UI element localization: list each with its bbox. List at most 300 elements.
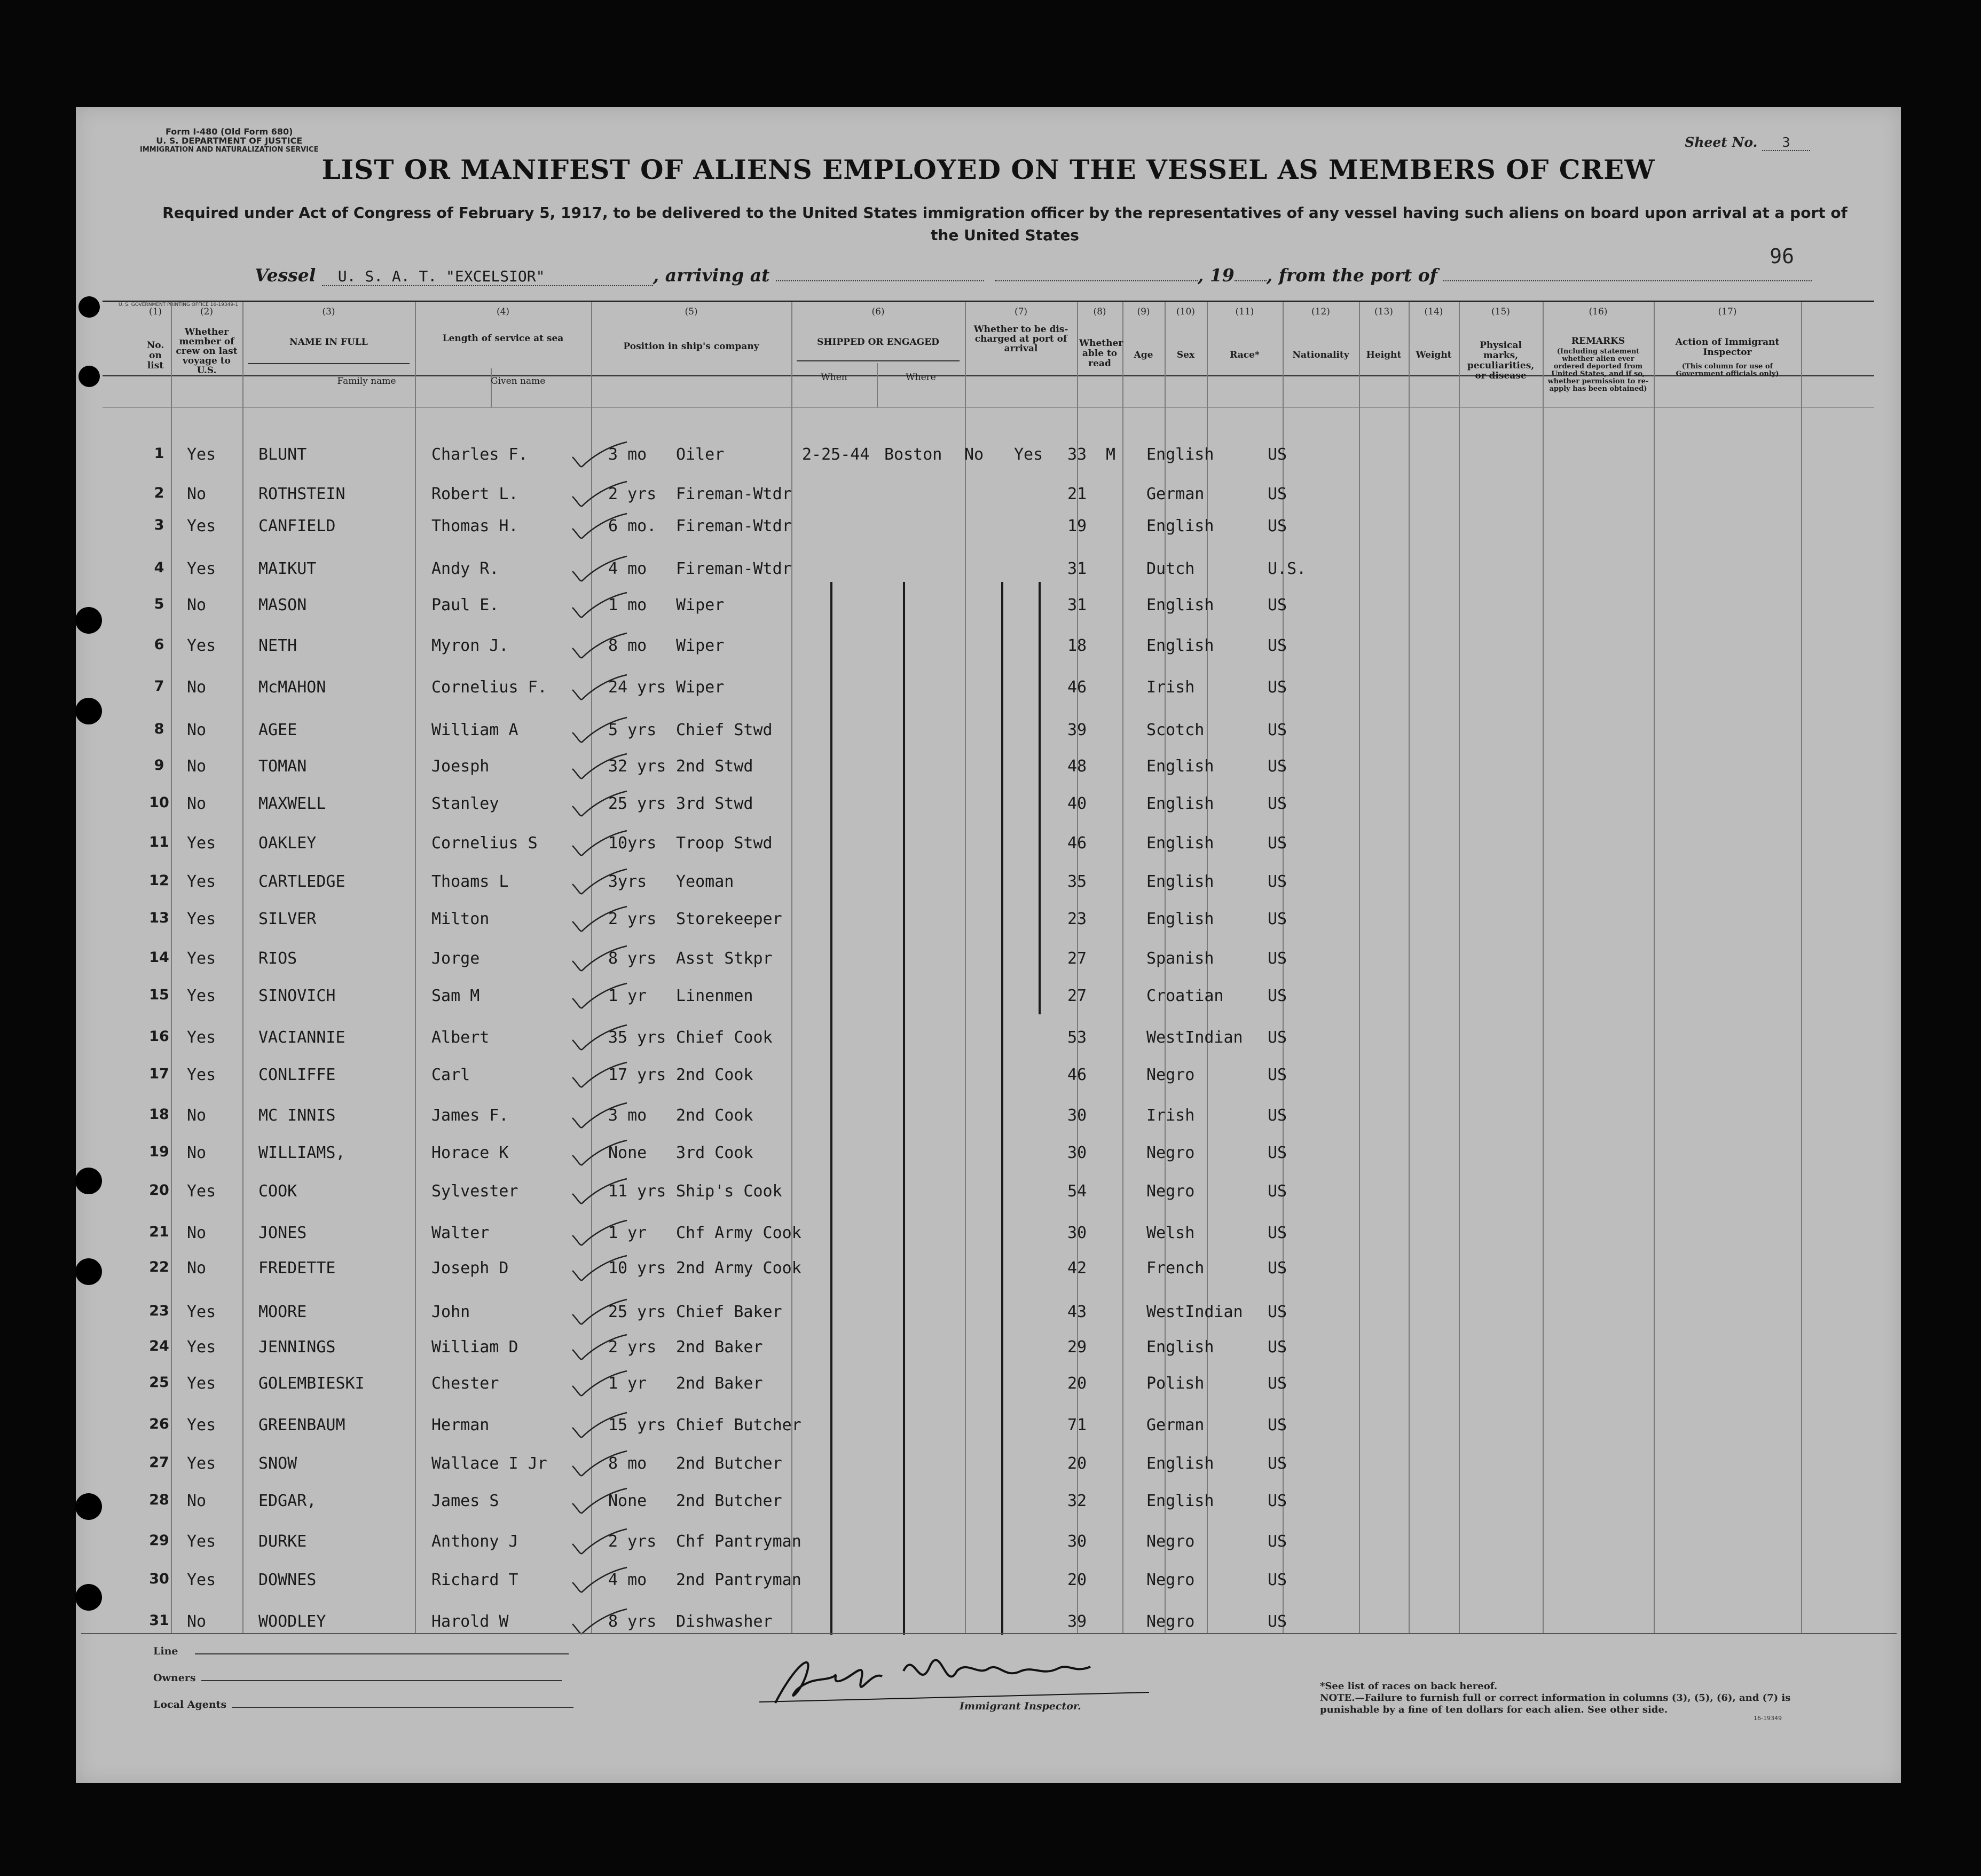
- row-number: 3: [154, 517, 164, 533]
- check-mark-icon: [570, 1024, 629, 1056]
- cell-member: Yes: [187, 872, 216, 891]
- column-divider: [171, 302, 172, 1633]
- cell-nationality: US: [1268, 1416, 1287, 1434]
- cell-age: 33: [1067, 445, 1087, 464]
- punch-hole: [75, 1584, 102, 1611]
- column-divider: [1122, 302, 1123, 1633]
- column-number: (5): [685, 306, 698, 317]
- cell-family: CONLIFFE: [258, 1066, 336, 1084]
- header-given-name: Given name: [491, 376, 546, 387]
- cell-family: FREDETTE: [258, 1259, 336, 1278]
- check-mark-icon: [570, 1566, 629, 1598]
- cell-length: 4 mo: [608, 559, 647, 578]
- inspector-signature: [743, 1639, 1160, 1714]
- subcolumn-divider: [491, 368, 492, 407]
- cell-position: Oiler: [676, 445, 725, 464]
- department-name: U. S. DEPARTMENT OF JUSTICE: [156, 136, 303, 146]
- cell-given: James S: [431, 1492, 499, 1510]
- cell-given: William A: [431, 721, 518, 739]
- cell-given: Albert: [431, 1028, 490, 1047]
- cell-position: Chief Butcher: [676, 1416, 801, 1434]
- check-mark-icon: [570, 830, 629, 862]
- cell-given: Horace K: [431, 1144, 509, 1162]
- header-shipped-engaged: SHIPPED OR ENGAGED: [817, 337, 939, 348]
- cell-given: Robert L.: [431, 485, 518, 503]
- cell-family: RIOS: [258, 949, 297, 968]
- cell-nationality: US: [1268, 596, 1287, 614]
- cell-given: Carl: [431, 1066, 470, 1084]
- cell-given: Jorge: [431, 949, 480, 968]
- cell-length: 3yrs: [608, 872, 647, 891]
- cell-position: Chief Baker: [676, 1303, 782, 1321]
- inspector-label: Immigrant Inspector.: [960, 1700, 1081, 1712]
- vessel-name: U. S. A. T. "EXCELSIOR": [322, 267, 653, 286]
- cell-age: 30: [1067, 1106, 1087, 1125]
- cell-position: Chief Stwd: [676, 721, 773, 739]
- cell-given: Chester: [431, 1374, 499, 1393]
- cell-given: Harold W: [431, 1612, 509, 1631]
- cell-position: 3rd Stwd: [676, 794, 753, 813]
- cell-age: 29: [1067, 1338, 1087, 1357]
- check-mark-icon: [570, 1061, 629, 1093]
- cell-member: No: [187, 721, 207, 739]
- row-number: 9: [154, 757, 164, 774]
- check-mark-icon: [570, 905, 629, 937]
- cell-family: McMAHON: [258, 678, 326, 697]
- cell-position: 2nd Army Cook: [676, 1259, 801, 1278]
- cell-given: Sylvester: [431, 1182, 518, 1201]
- cell-member: Yes: [187, 636, 216, 655]
- column-number: (7): [1014, 306, 1028, 317]
- row-number: 26: [149, 1416, 169, 1432]
- cell-race: English: [1146, 872, 1214, 891]
- header-discharged: Whether to be dis-charged at port of arrival: [973, 324, 1068, 354]
- row-number: 16: [149, 1028, 169, 1045]
- header-able-to-read: Whether able to read: [1079, 338, 1123, 369]
- check-mark-icon: [570, 1608, 629, 1640]
- cell-member: Yes: [187, 1303, 216, 1321]
- cell-family: SNOW: [258, 1454, 297, 1473]
- cell-age: 42: [1067, 1259, 1087, 1278]
- column-number: (15): [1491, 306, 1510, 317]
- check-mark-icon: [570, 716, 629, 748]
- cell-nationality: US: [1268, 1106, 1287, 1125]
- cell-family: GREENBAUM: [258, 1416, 345, 1434]
- note-races: *See list of races on back hereof.: [1320, 1681, 1498, 1692]
- cell-length: 11 yrs: [608, 1182, 666, 1201]
- header-where: Where: [906, 372, 936, 383]
- cell-given: James F.: [431, 1106, 509, 1125]
- header-height: Height: [1366, 350, 1402, 360]
- rows-top-rule: [103, 407, 1874, 408]
- check-mark-icon: [570, 1412, 629, 1444]
- header-member-last-voyage: Whether member of crew on last voyage to U.S.: [176, 327, 238, 376]
- cell-position: Yeoman: [676, 872, 734, 891]
- cell-given: John: [431, 1303, 470, 1321]
- cell-race: German: [1146, 1416, 1205, 1434]
- cell-nationality: US: [1268, 1259, 1287, 1278]
- cell-given: Paul E.: [431, 596, 499, 614]
- cell-family: SILVER: [258, 910, 317, 928]
- cell-position: 2nd Butcher: [676, 1492, 782, 1510]
- line-field: [153, 1645, 569, 1657]
- cell-length: 3 mo: [608, 445, 647, 464]
- form-identifier: [140, 127, 318, 154]
- cell-race: English: [1146, 1454, 1214, 1473]
- cell-nationality: US: [1268, 987, 1287, 1005]
- cell-age: 46: [1067, 678, 1087, 697]
- header-age: Age: [1134, 350, 1153, 360]
- table-bottom-rule: [81, 1633, 1897, 1634]
- cell-family: JENNINGS: [258, 1338, 336, 1357]
- cell-length: 1 yr: [608, 1224, 647, 1242]
- cell-family: TOMAN: [258, 757, 307, 776]
- cell-given: Stanley: [431, 794, 499, 813]
- cell-race: Negro: [1146, 1532, 1195, 1551]
- page-number: 96: [1770, 245, 1794, 268]
- subcolumn-divider: [877, 363, 878, 407]
- cell-discharged: No: [964, 445, 984, 464]
- cell-given: Andy R.: [431, 559, 499, 578]
- cell-length: 10yrs: [608, 834, 657, 853]
- page-title: LIST OR MANIFEST OF ALIENS EMPLOYED ON THE VESSEL AS MEMBERS OF CREW: [321, 154, 1655, 185]
- cell-age: 30: [1067, 1144, 1087, 1162]
- header-name-in-full: NAME IN FULL: [289, 337, 368, 348]
- cell-member: Yes: [187, 1374, 216, 1393]
- cell-age: 39: [1067, 721, 1087, 739]
- cell-age: 46: [1067, 834, 1087, 853]
- cell-member: No: [187, 794, 207, 813]
- cell-member: Yes: [187, 1182, 216, 1201]
- cell-race: English: [1146, 517, 1214, 535]
- cell-race: English: [1146, 596, 1214, 614]
- cell-nationality: US: [1268, 1571, 1287, 1589]
- check-mark-icon: [570, 945, 629, 977]
- cell-position: 2nd Stwd: [676, 757, 753, 776]
- name-header-rule: [248, 363, 410, 364]
- check-mark-icon: [570, 1178, 629, 1210]
- cell-age: 20: [1067, 1454, 1087, 1473]
- cell-nationality: U.S.: [1268, 559, 1307, 578]
- cell-race: German: [1146, 485, 1205, 503]
- cell-length: 5 yrs: [608, 721, 657, 739]
- cell-length: 4 mo: [608, 1571, 647, 1589]
- cell-nationality: US: [1268, 1492, 1287, 1510]
- cell-length: 10 yrs: [608, 1259, 666, 1278]
- cell-position: Fireman-Wtdr: [676, 559, 792, 578]
- header-action-inspector: Action of Immigrant Inspector: [1675, 337, 1780, 358]
- cell-nationality: US: [1268, 721, 1287, 739]
- cell-position: Wiper: [676, 596, 725, 614]
- row-number: 21: [149, 1224, 169, 1240]
- local-agents-field: [153, 1699, 573, 1711]
- check-mark-icon: [570, 513, 629, 545]
- column-number: (13): [1374, 306, 1393, 317]
- cell-given: Herman: [431, 1416, 490, 1434]
- cell-nationality: US: [1268, 485, 1287, 503]
- cell-age: 31: [1067, 596, 1087, 614]
- cell-member: Yes: [187, 949, 216, 968]
- cell-age: 48: [1067, 757, 1087, 776]
- column-number: (8): [1093, 306, 1106, 317]
- cell-age: 30: [1067, 1532, 1087, 1551]
- cell-nationality: US: [1268, 1303, 1287, 1321]
- column-divider: [242, 302, 243, 1633]
- vessel-line: [255, 265, 1812, 286]
- row-number: 10: [149, 794, 169, 811]
- ditto-stroke: [903, 582, 905, 1635]
- cell-family: ROTHSTEIN: [258, 485, 345, 503]
- cell-race: Spanish: [1146, 949, 1214, 968]
- column-number: (9): [1137, 306, 1150, 317]
- cell-age: 46: [1067, 1066, 1087, 1084]
- cell-race: English: [1146, 757, 1214, 776]
- cell-nationality: US: [1268, 636, 1287, 655]
- row-number: 30: [149, 1571, 169, 1587]
- cell-family: DURKE: [258, 1532, 307, 1551]
- cell-age: 71: [1067, 1416, 1087, 1434]
- row-number: 24: [149, 1338, 169, 1354]
- cell-given: Thomas H.: [431, 517, 518, 535]
- check-mark-icon: [570, 1528, 629, 1560]
- cell-family: MASON: [258, 596, 307, 614]
- sheet-label: Sheet No.: [1685, 135, 1758, 150]
- cell-member: No: [187, 1612, 207, 1631]
- cell-nationality: US: [1268, 1338, 1287, 1357]
- cell-nationality: US: [1268, 517, 1287, 535]
- cell-age: 32: [1067, 1492, 1087, 1510]
- cell-member: Yes: [187, 1532, 216, 1551]
- cell-age: 20: [1067, 1571, 1087, 1589]
- cell-race: English: [1146, 910, 1214, 928]
- check-mark-icon: [570, 1487, 629, 1519]
- cell-length: 35 yrs: [608, 1028, 666, 1047]
- check-mark-icon: [570, 632, 629, 664]
- arriving-port-blank: [776, 280, 984, 281]
- column-number: (1): [148, 306, 162, 317]
- ditto-stroke: [830, 582, 832, 1635]
- punch-hole: [75, 607, 102, 634]
- cell-family: COOK: [258, 1182, 297, 1201]
- cell-family: GOLEMBIESKI: [258, 1374, 365, 1393]
- cell-family: OAKLEY: [258, 834, 317, 853]
- shipped-header-rule: [797, 360, 960, 361]
- check-mark-icon: [570, 555, 629, 587]
- cell-member: Yes: [187, 834, 216, 853]
- row-number: 20: [149, 1182, 169, 1199]
- column-divider: [1459, 302, 1460, 1633]
- cell-nationality: US: [1268, 910, 1287, 928]
- column-number: (14): [1424, 306, 1443, 317]
- cell-age: 23: [1067, 910, 1087, 928]
- header-remarks: REMARKS: [1571, 336, 1625, 346]
- row-number: 22: [149, 1259, 169, 1275]
- cell-member: Yes: [187, 517, 216, 535]
- cell-position: Linenmen: [676, 987, 753, 1005]
- header-length-service: Length of service at sea: [442, 333, 564, 344]
- cell-age: 20: [1067, 1374, 1087, 1393]
- punch-hole: [78, 296, 100, 318]
- check-mark-icon: [570, 1370, 629, 1402]
- cell-length: None: [608, 1492, 647, 1510]
- cell-age: 53: [1067, 1028, 1087, 1047]
- cell-position: 2nd Pantryman: [676, 1571, 801, 1589]
- cell-nationality: US: [1268, 872, 1287, 891]
- cell-length: 2 yrs: [608, 910, 657, 928]
- punch-hole: [75, 1168, 102, 1194]
- cell-nationality: US: [1268, 794, 1287, 813]
- arriving-date-blank: [995, 280, 1198, 281]
- cell-given: Joesph: [431, 757, 490, 776]
- cell-nationality: US: [1268, 949, 1287, 968]
- cell-member: Yes: [187, 559, 216, 578]
- line-label: Line: [153, 1645, 178, 1657]
- header-sex: Sex: [1176, 350, 1195, 360]
- cell-length: None: [608, 1144, 647, 1162]
- cell-length: 8 mo: [608, 1454, 647, 1473]
- cell-length: 8 mo: [608, 636, 647, 655]
- column-number: (16): [1589, 306, 1608, 317]
- cell-race: Negro: [1146, 1612, 1195, 1631]
- cell-race: Croatian: [1146, 987, 1224, 1005]
- cell-position: 2nd Butcher: [676, 1454, 782, 1473]
- cell-member: No: [187, 678, 207, 697]
- cell-age: 27: [1067, 949, 1087, 968]
- header-top-rule: [103, 301, 1874, 302]
- cell-length: 1 yr: [608, 987, 647, 1005]
- cell-length: 6 mo.: [608, 517, 657, 535]
- check-mark-icon: [570, 1298, 629, 1330]
- cell-race: Dutch: [1146, 559, 1195, 578]
- cell-race: Polish: [1146, 1374, 1205, 1393]
- service-name: IMMIGRATION AND NATURALIZATION SERVICE: [140, 146, 319, 154]
- cell-family: MAIKUT: [258, 559, 317, 578]
- column-number: (12): [1311, 306, 1330, 317]
- row-number: 18: [149, 1106, 169, 1123]
- header-nationality: Nationality: [1292, 350, 1349, 360]
- cell-family: EDGAR,: [258, 1492, 317, 1510]
- cell-position: Wiper: [676, 636, 725, 655]
- row-number: 17: [149, 1066, 169, 1082]
- check-mark-icon: [570, 674, 629, 706]
- column-divider: [1359, 302, 1360, 1633]
- punch-hole: [75, 1258, 102, 1285]
- cell-family: CANFIELD: [258, 517, 336, 535]
- cell-race: French: [1146, 1259, 1205, 1278]
- column-divider: [415, 302, 416, 1633]
- cell-given: Cornelius F.: [431, 678, 547, 697]
- cell-member: No: [187, 1144, 207, 1162]
- cell-member: No: [187, 1259, 207, 1278]
- check-mark-icon: [570, 480, 629, 513]
- cell-length: 3 mo: [608, 1106, 647, 1125]
- header-when: When: [821, 372, 847, 383]
- cell-given: Richard T: [431, 1571, 518, 1589]
- cell-family: MOORE: [258, 1303, 307, 1321]
- ditto-stroke: [1039, 582, 1041, 1014]
- row-number: 19: [149, 1144, 169, 1160]
- row-number: 11: [149, 834, 169, 850]
- cell-position: Ship's Cook: [676, 1182, 782, 1201]
- cell-family: BLUNT: [258, 445, 307, 464]
- cell-race: English: [1146, 1492, 1214, 1510]
- cell-given: William D: [431, 1338, 518, 1357]
- sheet-number: 3: [1762, 135, 1810, 151]
- cell-where: Boston: [884, 445, 942, 464]
- row-number: 5: [154, 596, 164, 612]
- cell-member: No: [187, 1106, 207, 1125]
- year-blank: [1235, 280, 1267, 281]
- column-number: (2): [200, 306, 214, 317]
- cell-family: SINOVICH: [258, 987, 336, 1005]
- arriving-label: , arriving at: [653, 265, 770, 286]
- cell-member: Yes: [187, 445, 216, 464]
- cell-member: Yes: [187, 1338, 216, 1357]
- check-mark-icon: [570, 790, 629, 822]
- column-number: (3): [322, 306, 335, 317]
- header-physical-marks: Physical marks, peculiarities, or disease: [1467, 340, 1535, 381]
- column-divider: [1654, 302, 1655, 1633]
- row-number: 7: [154, 678, 164, 695]
- row-number: 15: [149, 987, 169, 1003]
- form-code: 16-19349: [1754, 1715, 1782, 1722]
- cell-family: JONES: [258, 1224, 307, 1242]
- cell-member: Yes: [187, 1454, 216, 1473]
- cell-length: 24 yrs: [608, 678, 666, 697]
- cell-length: 25 yrs: [608, 1303, 666, 1321]
- sheet-number-field: [1685, 135, 1810, 151]
- cell-race: English: [1146, 636, 1214, 655]
- cell-given: Thoams L: [431, 872, 509, 891]
- cell-given: Sam M: [431, 987, 480, 1005]
- cell-position: 2nd Cook: [676, 1066, 753, 1084]
- cell-position: Troop Stwd: [676, 834, 773, 853]
- column-divider: [965, 302, 966, 1633]
- cell-nationality: US: [1268, 1454, 1287, 1473]
- cell-race: Irish: [1146, 1106, 1195, 1125]
- cell-member: Yes: [187, 987, 216, 1005]
- cell-member: Yes: [187, 1416, 216, 1434]
- check-mark-icon: [570, 1102, 629, 1134]
- cell-nationality: US: [1268, 1224, 1287, 1242]
- cell-race: Negro: [1146, 1182, 1195, 1201]
- cell-age: 40: [1067, 794, 1087, 813]
- cell-race: English: [1146, 1338, 1214, 1357]
- row-number: 4: [154, 559, 164, 576]
- cell-race: Negro: [1146, 1571, 1195, 1589]
- column-divider: [1801, 302, 1802, 1633]
- cell-length: 15 yrs: [608, 1416, 666, 1434]
- owners-field: [153, 1672, 562, 1684]
- header-no-on-list: No. on list: [146, 340, 164, 371]
- cell-length: 8 yrs: [608, 949, 657, 968]
- cell-member: Yes: [187, 1028, 216, 1047]
- cell-length: 2 yrs: [608, 485, 657, 503]
- cell-given: Charles F.: [431, 445, 528, 464]
- punch-hole: [78, 366, 100, 387]
- form-number: Form I-480 (Old Form 680): [165, 127, 293, 137]
- cell-age: 30: [1067, 1224, 1087, 1242]
- row-number: 14: [149, 949, 169, 966]
- cell-position: Dishwasher: [676, 1612, 773, 1631]
- cell-race: English: [1146, 445, 1214, 464]
- cell-age: 54: [1067, 1182, 1087, 1201]
- cell-position: Chief Cook: [676, 1028, 773, 1047]
- cell-position: Chf Army Cook: [676, 1224, 801, 1242]
- manifest-sheet: [76, 107, 1901, 1783]
- year-prefix: , 19: [1197, 265, 1235, 286]
- header-weight: Weight: [1416, 350, 1452, 360]
